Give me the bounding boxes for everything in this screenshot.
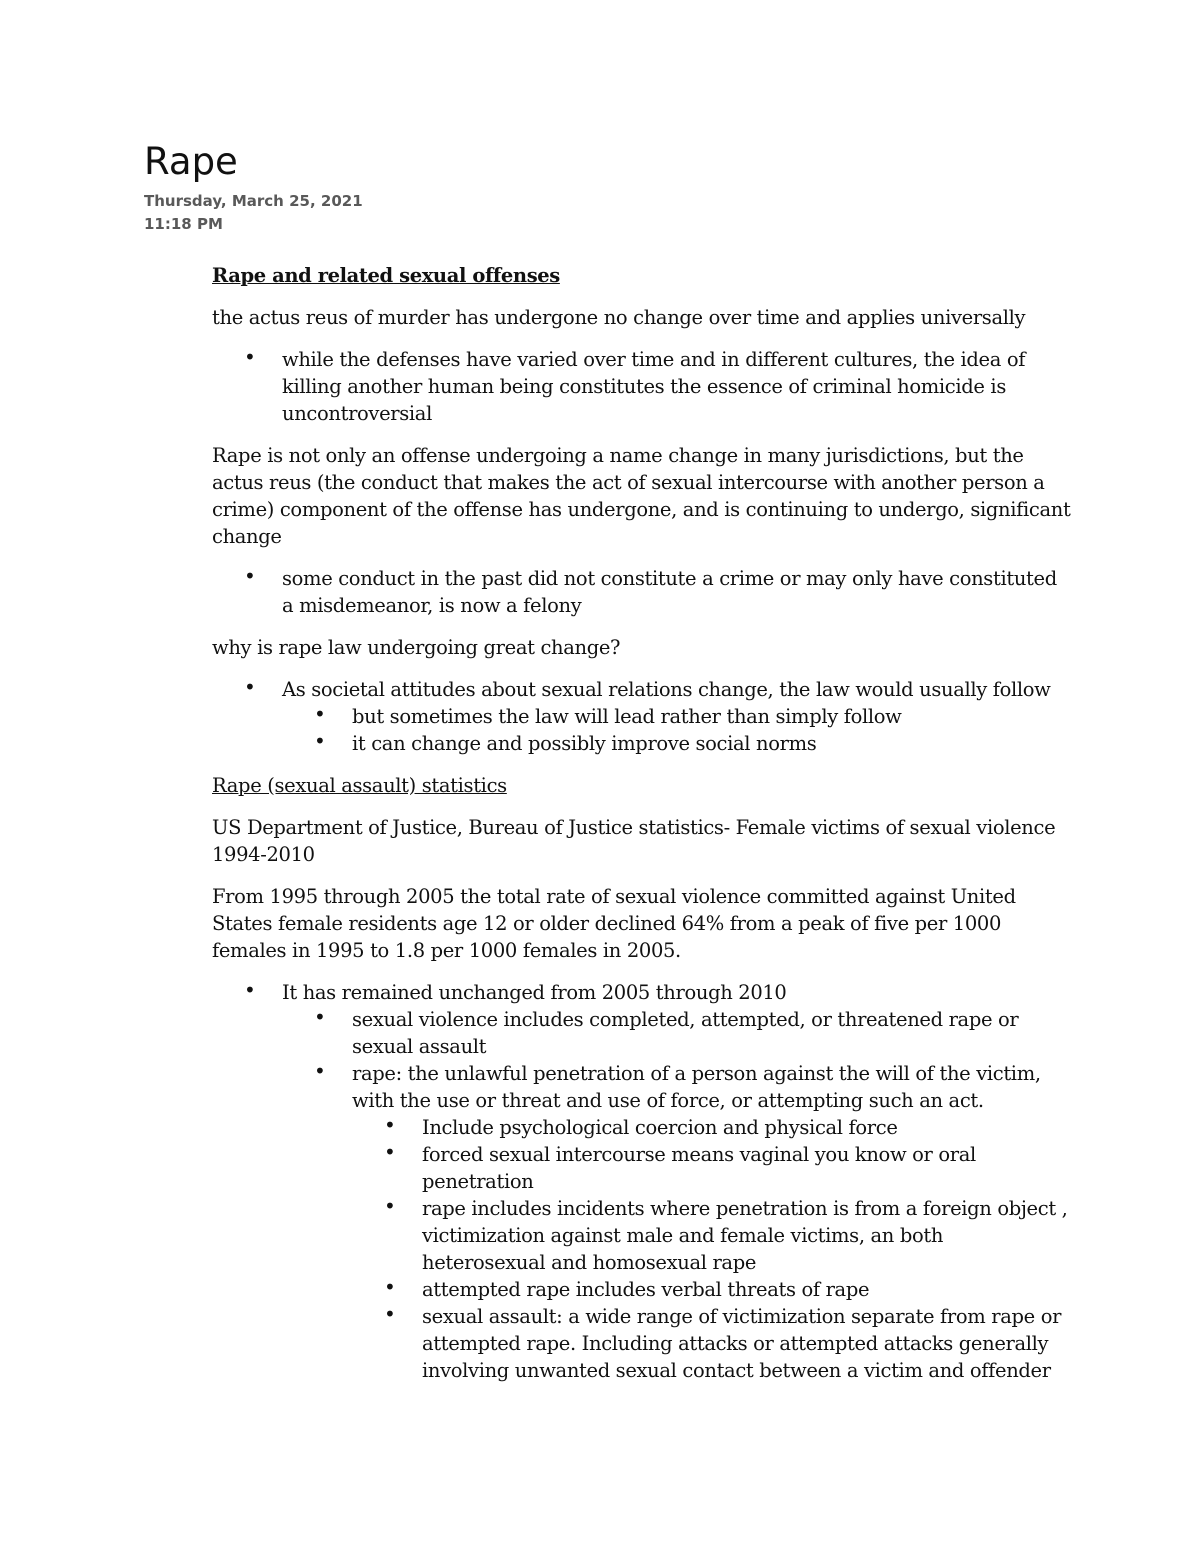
paragraph: why is rape law undergoing great change? — [212, 636, 621, 659]
note-body[interactable] — [212, 262, 1072, 1399]
subsection-heading: Rape (sexual assault) statistics — [212, 774, 507, 797]
list-item — [352, 1303, 1072, 1384]
note-time: 11:18 PM — [144, 215, 223, 233]
paragraph: From 1995 through 2005 the total rate of sexual violence committed against United States female residents age 12 or older declined 64% from a peak of five per 1000 females in 1995 to 1.8 per 1000 females in 2005. — [212, 885, 1016, 962]
paragraph: Rape is not only an offense undergoing a name change in many jurisdictions, but the actus reus (the conduct that makes the act of sexual intercourse with another person a crime) component of the offense has undergone, and is continuing to undergo, significant change — [212, 444, 1071, 548]
list-item — [282, 1060, 1072, 1384]
list-item — [212, 565, 1072, 619]
list-item — [352, 1141, 1072, 1195]
list-item-text: It has remained unchanged from 2005 through 2010 — [282, 981, 787, 1004]
page-title[interactable]: Rape — [144, 140, 238, 183]
bullet-icon: • — [384, 1140, 396, 1164]
bullet-icon: • — [384, 1275, 396, 1299]
bullet-icon: • — [244, 564, 256, 588]
bullet-icon: • — [314, 1005, 326, 1029]
bullet-icon: • — [244, 675, 256, 699]
note-date: Thursday, March 25, 2021 — [144, 192, 363, 210]
paragraph: US Department of Justice, Bureau of Justice statistics- Female victims of sexual violence 1994-2010 — [212, 816, 1056, 866]
list-item-text: it can change and possibly improve social norms — [352, 732, 817, 755]
bullet-list — [212, 346, 1072, 427]
section-heading: Rape and related sexual offenses — [212, 264, 560, 287]
list-item — [212, 346, 1072, 427]
list-item-text: rape includes incidents where penetration is from a foreign object , victimization against male and female victims, an both heterosexual and homosexual rape — [422, 1197, 1068, 1274]
bullet-list — [212, 979, 1072, 1384]
sub-bullet-list — [282, 703, 1072, 757]
list-item — [282, 1006, 1072, 1060]
list-item — [352, 1114, 1072, 1141]
list-item-text: sexual violence includes completed, attempted, or threatened rape or sexual assault — [352, 1008, 1019, 1058]
list-item-text: but sometimes the law will lead rather than simply follow — [352, 705, 902, 728]
list-item-text: rape: the unlawful penetration of a person against the will of the victim, with the use or threat and use of force, or attempting such an act. — [352, 1062, 1041, 1112]
list-item-text: attempted rape includes verbal threats of rape — [422, 1278, 870, 1301]
bullet-list — [212, 676, 1072, 757]
sub-bullet-list — [282, 1006, 1072, 1384]
list-item-text: Include psychological coercion and physical force — [422, 1116, 898, 1139]
bullet-icon: • — [314, 1059, 326, 1083]
list-item-text: while the defenses have varied over time and in different cultures, the idea of killing another human being constitutes the essence of criminal homicide is uncontroversial — [282, 348, 1026, 425]
list-item — [212, 979, 1072, 1384]
list-item-text: As societal attitudes about sexual relations change, the law would usually follow — [282, 678, 1051, 701]
bullet-icon: • — [244, 345, 256, 369]
bullet-icon: • — [384, 1113, 396, 1137]
list-item-text: forced sexual intercourse means vaginal you know or oral penetration — [422, 1143, 976, 1193]
list-item — [212, 676, 1072, 757]
list-item-text: sexual assault: a wide range of victimization separate from rape or attempted rape. Including attacks or attempted attacks generally involving unwanted sexual contact between a victim and offender — [422, 1305, 1062, 1382]
bullet-icon: • — [384, 1302, 396, 1326]
bullet-icon: • — [384, 1194, 396, 1218]
list-item — [352, 1276, 1072, 1303]
bullet-icon: • — [314, 729, 326, 753]
list-item — [282, 703, 1072, 730]
list-item — [352, 1195, 1072, 1276]
paragraph: the actus reus of murder has undergone no change over time and applies universally — [212, 306, 1026, 329]
list-item-text: some conduct in the past did not constitute a crime or may only have constituted a misdemeanor, is now a felony — [282, 567, 1057, 617]
bullet-list — [212, 565, 1072, 619]
bullet-icon: • — [314, 702, 326, 726]
sub-sub-bullet-list — [352, 1114, 1072, 1384]
list-item — [282, 730, 1072, 757]
bullet-icon: • — [244, 978, 256, 1002]
